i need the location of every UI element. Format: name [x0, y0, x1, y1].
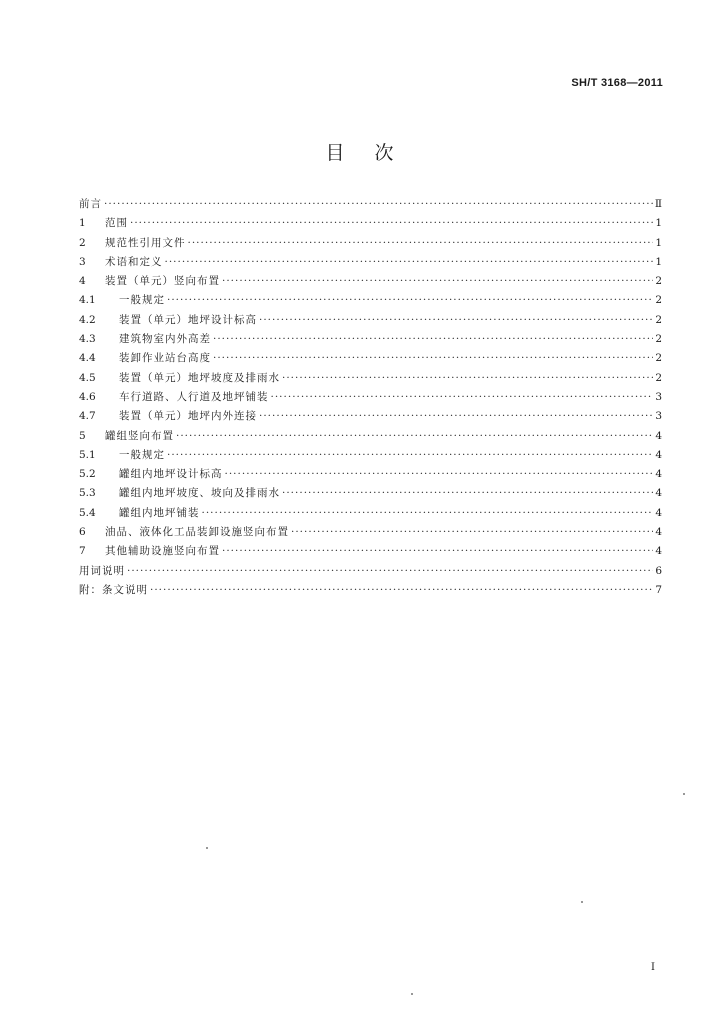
- toc-entry-page: 2: [655, 313, 662, 326]
- toc-entry-label: 建筑物室内外高差: [119, 333, 211, 346]
- toc-entry-number: 3: [79, 255, 86, 268]
- toc-entry[interactable]: [79, 311, 662, 330]
- dot-leader: [213, 349, 653, 368]
- toc-entry-page: Ⅱ: [654, 198, 662, 210]
- toc-entry-page: 3: [655, 390, 662, 403]
- dot-leader: [167, 446, 653, 465]
- toc-entry-number: 5.4: [79, 506, 96, 519]
- toc-entry-page: 1: [655, 255, 662, 268]
- toc-entry[interactable]: [79, 581, 662, 600]
- toc-entry-label: 规范性引用文件: [105, 236, 186, 249]
- toc-entry-number: 5.3: [79, 487, 96, 500]
- toc-entry[interactable]: [79, 388, 662, 407]
- toc-entry-label: 其他辅助设施竖向布置: [105, 545, 220, 558]
- dot-leader: [259, 407, 653, 426]
- dot-leader: [104, 195, 653, 214]
- scan-speck: [581, 901, 583, 903]
- toc-entry-number: 2: [79, 236, 86, 249]
- table-of-contents: [79, 195, 662, 600]
- toc-entry[interactable]: [79, 291, 662, 310]
- toc-entry-label: 装卸作业站台高度: [119, 352, 211, 365]
- toc-entry[interactable]: [79, 504, 662, 523]
- toc-entry-number: 7: [79, 545, 86, 558]
- toc-entry-number: 5.1: [79, 448, 96, 461]
- toc-entry-number: 1: [79, 217, 86, 230]
- toc-entry-page: 4: [655, 526, 662, 539]
- toc-entry-label: 罐组内地坪铺装: [119, 506, 200, 519]
- toc-entry-label: 罐组内地坪设计标高: [119, 468, 223, 481]
- toc-entry[interactable]: [79, 407, 662, 426]
- dot-leader: [222, 542, 653, 561]
- dot-leader: [225, 465, 654, 484]
- toc-title: 目次: [325, 142, 424, 164]
- toc-entry-page: 6: [655, 564, 662, 577]
- toc-entry-label: 装置（单元）地坪设计标高: [119, 313, 257, 326]
- toc-entry-number: 6: [79, 526, 86, 539]
- dot-leader: [150, 581, 653, 600]
- toc-entry[interactable]: [79, 542, 662, 561]
- toc-entry-page: 2: [655, 275, 662, 288]
- toc-entry-label: 用词说明: [79, 564, 125, 577]
- toc-entry[interactable]: [79, 272, 662, 291]
- toc-entry-page: 4: [655, 545, 662, 558]
- toc-entry-label: 一般规定: [119, 448, 165, 461]
- toc-entry-label: 一般规定: [119, 294, 165, 307]
- toc-entry-number: 4.4: [79, 352, 96, 365]
- toc-entry-number: 4: [79, 275, 86, 288]
- toc-entry[interactable]: [79, 427, 662, 446]
- toc-entry[interactable]: [79, 349, 662, 368]
- toc-entry-number: 4.6: [79, 390, 96, 403]
- toc-entry-page: 3: [655, 410, 662, 423]
- toc-entry-label: 车行道路、人行道及地坪铺装: [119, 390, 269, 403]
- toc-entry-label: 装置（单元）竖向布置: [105, 275, 220, 288]
- standard-code: SH/T 3168—2011: [571, 77, 663, 89]
- toc-entry-page: 2: [655, 352, 662, 365]
- dot-leader: [213, 330, 653, 349]
- toc-entry-number: 4.2: [79, 313, 96, 326]
- toc-entry[interactable]: [79, 253, 662, 272]
- toc-entry[interactable]: [79, 562, 662, 581]
- dot-leader: [202, 504, 654, 523]
- toc-entry[interactable]: [79, 214, 662, 233]
- toc-entry-page: 1: [655, 217, 662, 230]
- toc-entry-number: 4.5: [79, 371, 96, 384]
- dot-leader: [291, 523, 653, 542]
- toc-entry-number: 4.7: [79, 410, 96, 423]
- dot-leader: [282, 369, 653, 388]
- toc-entry-label: 罐组内地坪坡度、坡向及排雨水: [119, 487, 280, 500]
- toc-entry-page: 4: [655, 448, 662, 461]
- toc-entry-page: 4: [655, 506, 662, 519]
- toc-entry-page: 4: [655, 429, 662, 442]
- toc-entry-label: 油品、液体化工品装卸设施竖向布置: [105, 526, 289, 539]
- scan-speck: [206, 847, 208, 849]
- dot-leader: [282, 484, 653, 503]
- dot-leader: [271, 388, 654, 407]
- toc-entry-page: 4: [655, 487, 662, 500]
- toc-entry-page: 2: [655, 294, 662, 307]
- toc-entry-page: 4: [655, 468, 662, 481]
- toc-entry-number: 4.1: [79, 294, 96, 307]
- toc-entry[interactable]: [79, 465, 662, 484]
- toc-entry-number: 5.2: [79, 468, 96, 481]
- toc-entry[interactable]: [79, 234, 662, 253]
- dot-leader: [188, 234, 654, 253]
- toc-entry-label: 装置（单元）地坪内外连接: [119, 410, 257, 423]
- scan-speck: [411, 993, 413, 995]
- toc-entry-page: 2: [655, 371, 662, 384]
- toc-entry[interactable]: [79, 523, 662, 542]
- toc-entry[interactable]: [79, 446, 662, 465]
- dot-leader: [165, 253, 654, 272]
- toc-entry-page: 7: [655, 583, 662, 596]
- toc-entry-label: 附：条文说明: [79, 583, 148, 596]
- dot-leader: [127, 562, 653, 581]
- toc-entry[interactable]: [79, 484, 662, 503]
- dot-leader: [222, 272, 653, 291]
- page-number: I: [651, 962, 655, 973]
- toc-entry-label: 装置（单元）地坪坡度及排雨水: [119, 371, 280, 384]
- toc-entry-label: 罐组竖向布置: [105, 429, 174, 442]
- dot-leader: [259, 311, 653, 330]
- toc-entry-number: 4.3: [79, 333, 96, 346]
- toc-entry-label: 术语和定义: [105, 255, 163, 268]
- toc-entry[interactable]: [79, 369, 662, 388]
- toc-entry-label: 前言: [79, 198, 102, 210]
- toc-entry-label: 范围: [105, 217, 128, 230]
- toc-entry-page: 2: [655, 333, 662, 346]
- toc-entry-page: 1: [655, 236, 662, 249]
- dot-leader: [167, 291, 653, 310]
- dot-leader: [176, 427, 653, 446]
- scan-speck: [683, 793, 685, 795]
- toc-entry-number: 5: [79, 429, 86, 442]
- toc-entry[interactable]: [79, 195, 662, 214]
- toc-entry[interactable]: [79, 330, 662, 349]
- dot-leader: [130, 214, 653, 233]
